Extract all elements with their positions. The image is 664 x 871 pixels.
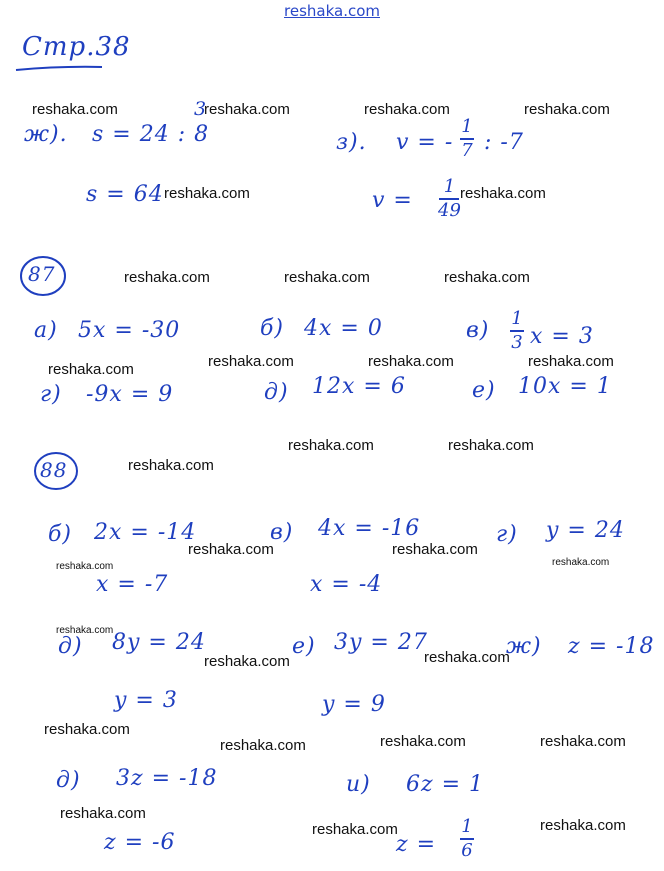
z-ans-num: 1 <box>443 176 456 197</box>
p88-i-num: 1 <box>461 816 473 837</box>
p87-a-expr: 5x = -30 <box>78 318 181 343</box>
p87-b-expr: 4x = 0 <box>304 316 383 341</box>
p88-d-answer: y = 3 <box>114 688 178 713</box>
watermark: reshaka.com <box>540 733 626 750</box>
watermark: reshaka.com <box>208 353 294 370</box>
watermark: reshaka.com <box>380 733 466 750</box>
zh-expr: s = 24 : 8 <box>92 122 210 147</box>
p88-i-answer-fraction <box>460 818 474 860</box>
p87-c-num: 1 <box>511 308 523 329</box>
watermark: reshaka.com <box>60 805 146 822</box>
watermark: reshaka.com <box>44 721 130 738</box>
p87-c-fraction <box>510 310 524 352</box>
watermark: reshaka.com <box>164 185 250 202</box>
watermark: reshaka.com <box>312 821 398 838</box>
watermark: reshaka.com <box>284 269 370 286</box>
p88-e-expr: 3y = 27 <box>334 630 428 655</box>
z-expr-post: : -7 <box>484 130 524 155</box>
p87-a-label: а) <box>34 318 58 343</box>
p88-d2-expr: 3z = -18 <box>116 766 218 791</box>
p87-d-expr: 12x = 6 <box>312 374 406 399</box>
p87-e-label: е) <box>472 378 496 403</box>
z-label: з). <box>336 130 367 155</box>
p88-b-label: б) <box>48 522 73 547</box>
problem-87-number: 87 <box>28 262 56 286</box>
p88-i-label: и) <box>346 772 371 797</box>
watermark: reshaka.com <box>528 353 614 370</box>
page-heading: Стр.38 <box>22 32 131 62</box>
p88-d2-answer: z = -6 <box>104 830 176 855</box>
p88-d-expr: 8y = 24 <box>112 630 206 655</box>
p88-e-label: е) <box>292 634 316 659</box>
p88-g-expr: y = 24 <box>546 518 625 543</box>
watermark: reshaka.com <box>552 557 610 568</box>
z-frac-num: 1 <box>461 116 473 137</box>
watermark: reshaka.com <box>424 649 510 666</box>
p88-v-label: в) <box>270 520 294 545</box>
watermark: reshaka.com <box>364 101 450 118</box>
p87-b-label: б) <box>260 316 285 341</box>
watermark: reshaka.com <box>460 185 546 202</box>
watermark: reshaka.com <box>128 457 214 474</box>
p88-v-expr: 4x = -16 <box>318 516 421 541</box>
watermark: reshaka.com <box>188 541 274 558</box>
watermark: reshaka.com <box>368 353 454 370</box>
z-fraction <box>460 118 474 160</box>
p88-d2-label: д) <box>56 768 81 793</box>
p87-g-expr: -9x = 9 <box>86 382 174 407</box>
watermark: reshaka.com <box>444 269 530 286</box>
watermark: reshaka.com <box>48 361 134 378</box>
p88-g-label: г) <box>496 522 518 547</box>
z-ans-den: 49 <box>438 200 461 221</box>
watermark: reshaka.com <box>288 437 374 454</box>
p88-zh-label: ж) <box>506 634 542 659</box>
p88-i-den: 6 <box>461 840 473 861</box>
watermark: reshaka.com <box>220 737 306 754</box>
p87-d-label: д) <box>264 380 289 405</box>
problem-88-number: 88 <box>40 458 68 482</box>
p88-v-answer: x = -4 <box>310 572 383 597</box>
z-answer-fraction <box>438 178 461 220</box>
watermark: reshaka.com <box>540 817 626 834</box>
watermark: reshaka.com <box>32 101 118 118</box>
watermark: reshaka.com <box>392 541 478 558</box>
p88-b-expr: 2x = -14 <box>94 520 197 545</box>
p87-g-label: г) <box>40 382 62 407</box>
zh-cancel-mark: 3 <box>194 98 208 120</box>
watermark: reshaka.com <box>56 561 114 572</box>
p87-e-expr: 10x = 1 <box>518 374 612 399</box>
watermark: reshaka.com <box>448 437 534 454</box>
p88-i-expr: 6z = 1 <box>406 772 485 797</box>
z-frac-den: 7 <box>461 140 473 161</box>
p87-c-expr: x = 3 <box>530 324 594 349</box>
p88-i-answer-pre: z = <box>396 832 437 857</box>
watermark: reshaka.com <box>124 269 210 286</box>
p88-b-answer: x = -7 <box>96 572 169 597</box>
p87-c-label: в) <box>466 318 490 343</box>
watermark: reshaka.com <box>56 625 114 636</box>
z-expr-pre: v = - <box>396 130 454 155</box>
zh-label: ж). <box>24 122 68 147</box>
watermark: reshaka.com <box>204 101 290 118</box>
p88-e-answer: y = 9 <box>322 692 386 717</box>
p88-zh-expr: z = -18 <box>568 634 655 659</box>
zh-answer: s = 64 <box>86 182 164 207</box>
z-answer-pre: v = <box>372 188 413 213</box>
watermark: reshaka.com <box>204 653 290 670</box>
site-header-link[interactable]: reshaka.com <box>284 2 380 20</box>
p87-c-den: 3 <box>511 332 523 353</box>
p88-d-label: д) <box>58 634 83 659</box>
watermark: reshaka.com <box>524 101 610 118</box>
